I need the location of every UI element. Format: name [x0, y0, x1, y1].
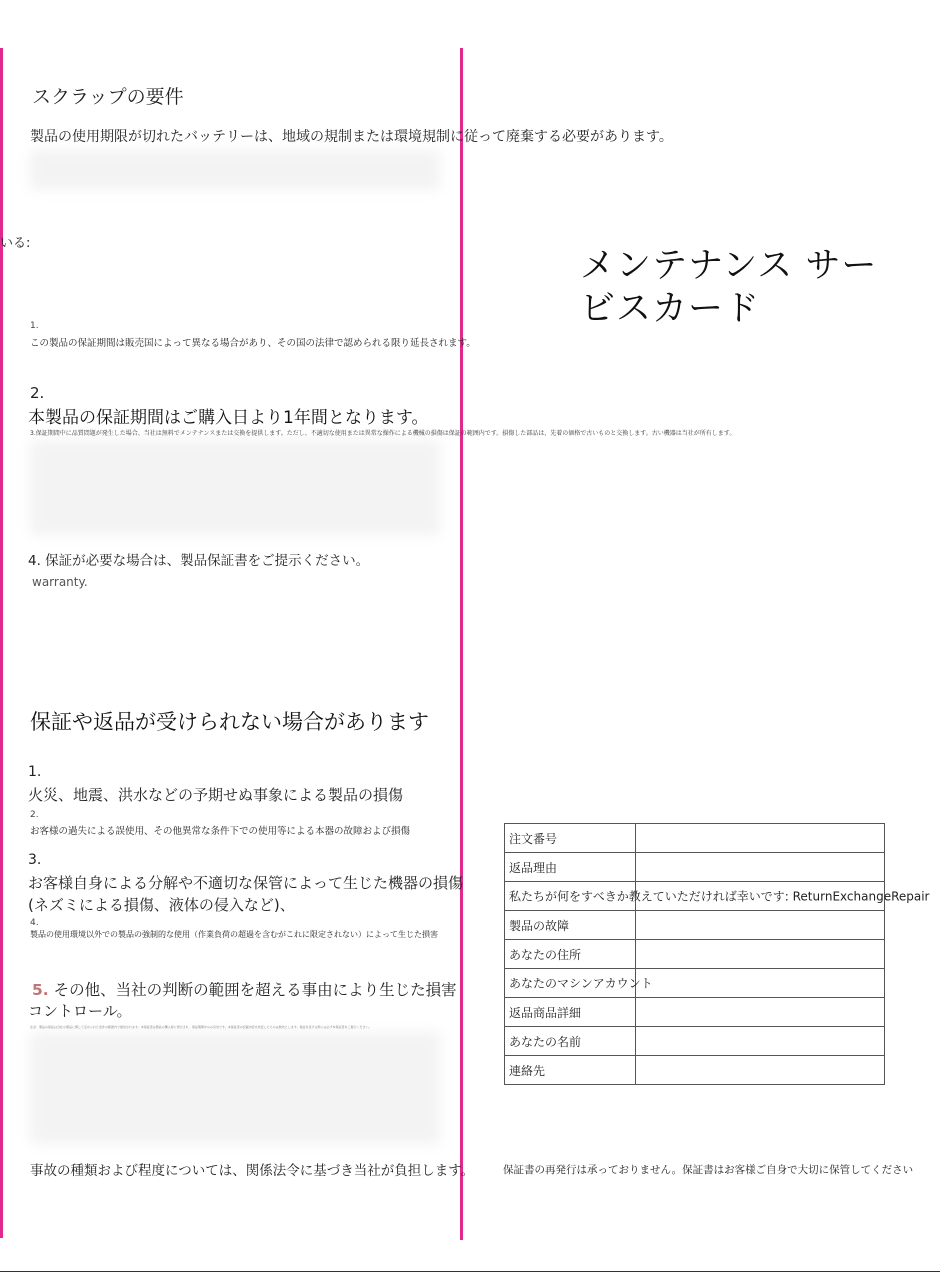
accident-note: 事故の種類および程度については、関係法令に基づき当社が負担します。	[30, 1163, 475, 1179]
ghost-block	[30, 1032, 440, 1144]
micro-print: 注意：製品の保証は当社の製品に関して定められた条件の範囲内で提供されます。本保証書は製品の購入時に発行され、保証期間中のみ有効です。本保証書の記載内容を改変したものは無効とします。保証を受ける際には必ず本保証書をご提示ください。	[30, 1025, 372, 1029]
form-value-return-details[interactable]	[636, 998, 885, 1027]
exclusion-5	[32, 978, 457, 1000]
exclusion-5-text: その他、当社の判断の範囲を超える事由により生じた損害	[48, 981, 457, 999]
form-label-name: あなたの名前	[505, 1027, 636, 1056]
exclusion-4-number: 4.	[30, 918, 39, 928]
center-guide-line	[460, 48, 463, 1240]
scrap-body: 製品の使用期限が切れたバッテリーは、地域の規制または環境規制に従って廃棄する必要があります。	[30, 129, 673, 145]
term-4-text: 4. 保証が必要な場合は、製品保証書をご提示ください。	[28, 553, 370, 569]
form-value-machine-account[interactable]	[636, 969, 885, 998]
ghost-block	[30, 150, 440, 190]
bottom-rule	[0, 1271, 940, 1272]
form-value-name[interactable]	[636, 1027, 885, 1056]
exclusion-2-number: 2.	[30, 810, 39, 820]
form-label-return-reason: 返品理由	[505, 853, 636, 882]
reissue-note: 保証書の再発行は承っておりません。保証書はお客様ご自身で大切に保管してください	[503, 1164, 914, 1176]
form-label-request-text: 私たちが何をすべきか教えていただければ幸いです: ReturnExchangeRepair	[509, 889, 930, 904]
text-fragment: いる:	[0, 236, 31, 251]
return-form-table	[504, 823, 930, 1085]
form-label-product-fault: 製品の故障	[505, 911, 636, 940]
term-2-text: 本製品の保証期間はご購入日より1年間となります。	[28, 408, 429, 428]
exclusion-5-number: 5.	[32, 981, 49, 999]
exclusion-3-text-line2: (ネズミによる損傷、液体の侵入など)、	[28, 896, 295, 914]
exclusion-3-number: 3.	[28, 852, 42, 868]
exclusion-3-text: お客様自身による分解や不適切な保管によって生じた機器の損傷	[28, 874, 464, 892]
form-value-return-reason[interactable]	[636, 853, 885, 882]
exclusion-1-text: 火災、地震、洪水などの予期せぬ事象による製品の損傷	[28, 786, 404, 804]
form-value-order-number[interactable]	[636, 824, 885, 853]
form-label-request	[505, 882, 930, 911]
form-value-contact[interactable]	[636, 1056, 885, 1085]
exclusion-1-number: 1.	[28, 764, 42, 780]
exclusion-4-text: 製品の使用環境以外での製品の強制的な使用（作業負荷の超過を含むがこれに限定されない）によって生じた損害	[30, 930, 438, 939]
form-row	[505, 969, 885, 998]
form-label-machine-account	[505, 969, 653, 998]
exclusions-heading: 保証や返品が受けられない場合があります	[30, 710, 429, 734]
term-1-text: この製品の保証期間は販売国によって異なる場合があり、その国の法律で認められる限り延長されます。	[30, 338, 476, 349]
form-label-machine-account-text: あなたのマシンアカウント	[509, 976, 653, 991]
term-4-english: warranty.	[32, 575, 88, 589]
form-row	[505, 940, 885, 969]
term-3-text: 3.保証期間中に品質問題が発生した場合、当社は無料でメンテナンスまたは交換を提供します。ただし、不適切な使用または異常な操作による機械の損傷は保証の範囲内です。損傷した部品は、先着の価格で古いものと交換します。古い機器は当社が所有します。	[30, 430, 736, 437]
form-row	[505, 853, 885, 882]
card-title: メンテナンス サービスカード	[580, 246, 878, 329]
form-label-return-details: 返品商品詳細	[505, 998, 636, 1027]
ghost-block	[30, 440, 440, 535]
form-label-contact: 連絡先	[505, 1056, 636, 1085]
form-row	[505, 1027, 885, 1056]
form-row	[505, 882, 885, 911]
form-row	[505, 998, 885, 1027]
left-guide-line	[0, 48, 3, 1238]
form-row	[505, 824, 885, 853]
form-value-address[interactable]	[636, 940, 885, 969]
form-row	[505, 1056, 885, 1085]
form-label-order-number: 注文番号	[505, 824, 636, 853]
scrap-heading: スクラップの要件	[32, 86, 184, 108]
exclusion-2-text: お客様の過失による誤使用、その他異常な条件下での使用等による本器の故障および損傷	[30, 826, 411, 837]
form-row	[505, 911, 885, 940]
term-2-number: 2.	[30, 384, 45, 402]
exclusion-5-text-line2: コントロール。	[28, 1002, 132, 1020]
form-label-address: あなたの住所	[505, 940, 636, 969]
form-value-product-fault[interactable]	[636, 911, 885, 940]
term-1-number: 1.	[30, 321, 39, 331]
